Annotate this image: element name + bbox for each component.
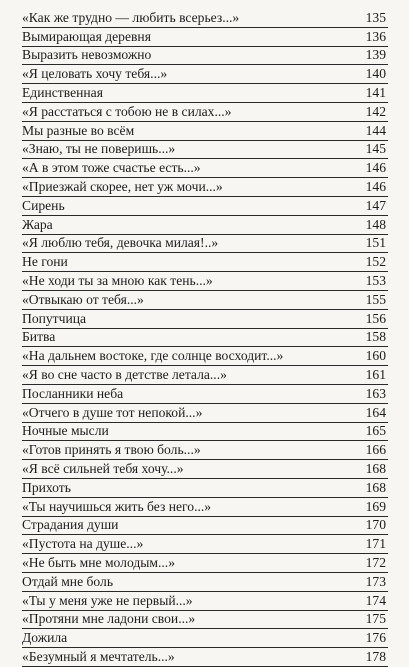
toc-entry	[22, 517, 388, 536]
toc-entry-page-number: 163	[365, 385, 386, 401]
toc-entry-page-number: 144	[365, 122, 386, 138]
toc-entry-page-number: 169	[365, 498, 386, 514]
toc-entry-title: Прихоть	[22, 479, 71, 495]
toc-entry-title: Единственная	[22, 84, 103, 100]
toc-entry	[22, 65, 388, 84]
toc-entry-title: Вымирающая деревня	[22, 28, 151, 44]
toc-entry-page-number: 155	[365, 291, 386, 307]
toc-entry-title: Страдания души	[22, 517, 119, 533]
toc-entry-page-number: 164	[365, 404, 386, 420]
toc-entry-page-number: 141	[365, 84, 386, 100]
toc-entry-page-number: 171	[365, 536, 386, 552]
toc-entry-title: «Как же трудно — любить всерьез...»	[22, 9, 240, 25]
toc-entry	[22, 404, 388, 423]
toc-entry	[22, 592, 388, 611]
toc-entry-title: «Я люблю тебя, девочка милая!..»	[22, 235, 219, 251]
toc-entry-title: Битва	[22, 329, 56, 345]
toc-entry-page-number: 168	[365, 460, 386, 476]
toc-entry	[22, 347, 388, 366]
toc-entry	[22, 122, 388, 141]
toc-entry-title: Жара	[22, 216, 53, 232]
toc-entry-page-number: 156	[365, 310, 386, 326]
toc-entry-title: Сирень	[22, 197, 65, 213]
toc-entry-page-number: 147	[365, 197, 386, 213]
toc-entry	[22, 479, 388, 498]
toc-entry-title: Дожила	[22, 630, 68, 646]
toc-entry-title: Посланники неба	[22, 385, 124, 401]
table-of-contents	[22, 9, 388, 667]
toc-entry-page-number: 174	[365, 592, 386, 608]
toc-entry-title: «Ты научишься жить без него...»	[22, 498, 212, 514]
toc-entry-page-number: 142	[365, 103, 386, 119]
toc-entry	[22, 28, 388, 47]
toc-entry-title: «Приезжай скорее, нет уж мочи...»	[22, 178, 223, 194]
toc-entry-page-number: 175	[365, 611, 386, 627]
toc-entry-title: Не гони	[22, 254, 68, 270]
toc-entry	[22, 498, 388, 517]
toc-entry-page-number: 176	[365, 630, 386, 646]
toc-entry	[22, 573, 388, 592]
toc-entry-title: «Не быть мне молодым...»	[22, 554, 175, 570]
toc-entry	[22, 216, 388, 235]
toc-entry-page-number: 140	[365, 66, 386, 82]
toc-entry	[22, 253, 388, 272]
toc-entry-title: «На дальнем востоке, где солнце восходит...»	[22, 348, 284, 364]
toc-entry-page-number: 172	[365, 554, 386, 570]
toc-entry	[22, 441, 388, 460]
toc-entry-page-number: 166	[365, 442, 386, 458]
toc-entry-page-number: 165	[365, 423, 386, 439]
toc-entry	[22, 84, 388, 103]
toc-entry	[22, 197, 388, 216]
toc-entry	[22, 47, 388, 66]
toc-entry	[22, 178, 388, 197]
toc-entry-title: «Я всё сильней тебя хочу...»	[22, 460, 184, 476]
toc-entry-title: «Пустота на душе...»	[22, 536, 144, 552]
toc-entry	[22, 385, 388, 404]
toc-entry-page-number: 148	[365, 216, 386, 232]
toc-entry-title: «Протяни мне ладони свои...»	[22, 611, 196, 627]
toc-entry-page-number: 135	[365, 9, 386, 25]
toc-entry-title: «Я во сне часто в детстве летала...»	[22, 366, 227, 382]
toc-entry	[22, 535, 388, 554]
toc-entry	[22, 611, 388, 630]
toc-entry	[22, 460, 388, 479]
toc-entry-title: «А в этом тоже счастье есть...»	[22, 160, 201, 176]
toc-entry	[22, 648, 388, 667]
toc-entry	[22, 629, 388, 648]
toc-entry-title: «Отвыкаю от тебя...»	[22, 291, 144, 307]
toc-entry	[22, 141, 388, 160]
toc-entry-title: Отдай мне боль	[22, 573, 114, 589]
toc-entry-page-number: 153	[365, 272, 386, 288]
toc-entry-title: Выразить невозможно	[22, 47, 152, 63]
toc-entry-page-number: 145	[365, 141, 386, 157]
toc-entry-page-number: 173	[365, 573, 386, 589]
toc-entry	[22, 329, 388, 348]
toc-entry-page-number: 158	[365, 329, 386, 345]
toc-entry-title: «Знаю, ты не поверишь...»	[22, 141, 176, 157]
toc-entry-page-number: 160	[365, 348, 386, 364]
toc-entry	[22, 554, 388, 573]
toc-entry-page-number: 136	[365, 28, 386, 44]
toc-entry-title: «Безумный я мечтатель...»	[22, 648, 175, 664]
toc-entry-page-number: 146	[365, 178, 386, 194]
toc-entry-title: «Ты у меня уже не первый...»	[22, 592, 193, 608]
toc-entry	[22, 423, 388, 442]
toc-entry-title: «Не ходи ты за мною как тень...»	[22, 272, 213, 288]
toc-entry	[22, 103, 388, 122]
toc-entry-page-number: 168	[365, 479, 386, 495]
toc-entry-title: Ночные мысли	[22, 423, 109, 439]
toc-entry-title: Мы разные во всём	[22, 122, 135, 138]
toc-entry	[22, 291, 388, 310]
toc-entry-title: «Отчего в душе тот непокой...»	[22, 404, 203, 420]
toc-entry-title: Попутчица	[22, 310, 87, 326]
toc-entry	[22, 235, 388, 254]
toc-entry-title: «Я расстаться с тобою не в силах...»	[22, 103, 232, 119]
toc-entry	[22, 159, 388, 178]
toc-entry-page-number: 139	[365, 47, 386, 63]
toc-entry-page-number: 170	[365, 517, 386, 533]
toc-entry	[22, 9, 388, 28]
toc-entry-page-number: 152	[365, 254, 386, 270]
toc-entry-title: «Готов принять я твою боль...»	[22, 442, 201, 458]
toc-entry-page-number: 178	[365, 648, 386, 664]
toc-entry-page-number: 161	[365, 366, 386, 382]
toc-entry	[22, 272, 388, 291]
toc-entry	[22, 366, 388, 385]
toc-entry-page-number: 151	[365, 235, 386, 251]
toc-entry-title: «Я целовать хочу тебя...»	[22, 66, 168, 82]
toc-entry	[22, 310, 388, 329]
toc-entry-page-number: 146	[365, 160, 386, 176]
